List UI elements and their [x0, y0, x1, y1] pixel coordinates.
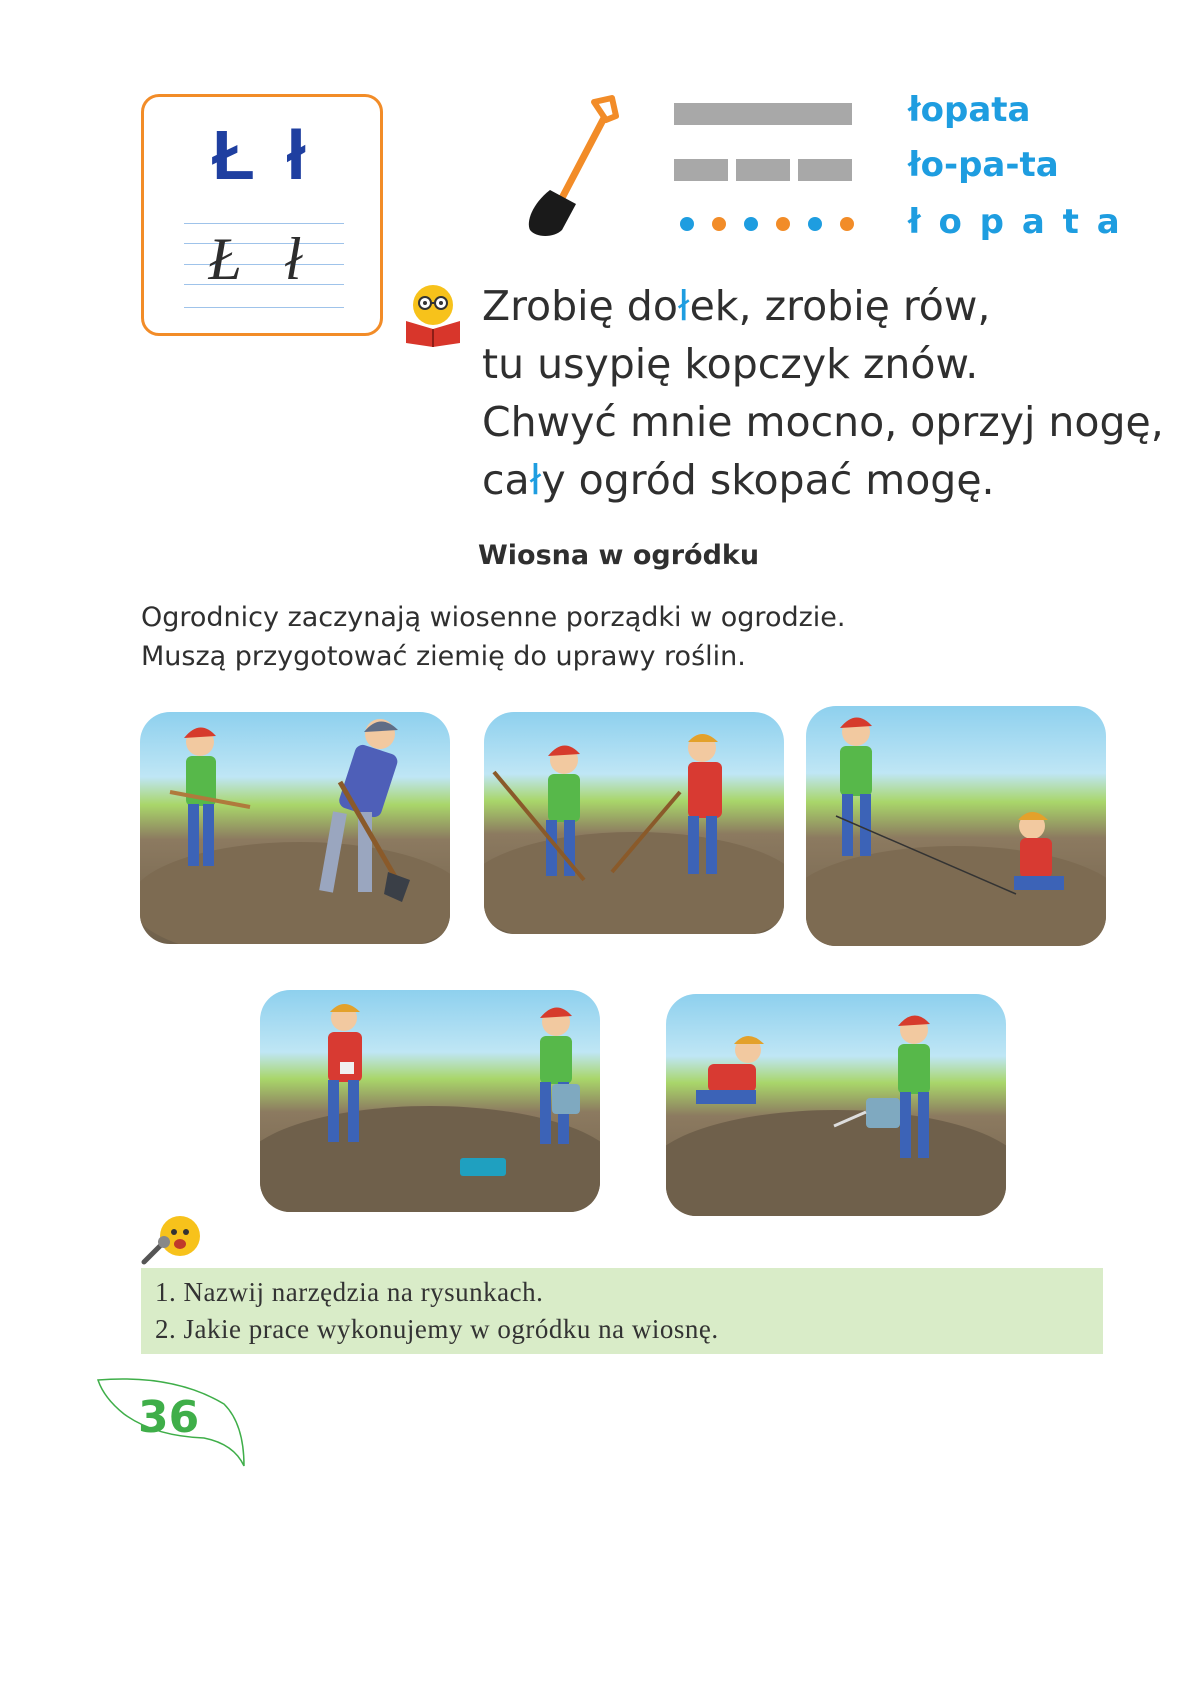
syllable-bar — [736, 159, 790, 181]
letter-dot — [840, 217, 854, 231]
intro-text — [141, 598, 845, 676]
poem-line-3: Chwyć mnie mocno, oprzyj nogę, — [482, 398, 1164, 446]
highlighted-letter: ł — [529, 456, 542, 504]
section-title: Wiosna w ogródku — [478, 540, 760, 571]
poem-text: ca — [482, 456, 530, 504]
highlighted-letter: ł — [677, 282, 690, 330]
boy-figure — [170, 727, 250, 866]
boy-figure — [840, 717, 872, 856]
letter-dot — [744, 217, 758, 231]
poem — [482, 277, 1164, 509]
raking-scene — [484, 712, 784, 934]
reading-smiley-icon — [400, 281, 466, 347]
writing-line — [184, 307, 344, 308]
poem-text: y ogród skopać mogę. — [541, 456, 995, 504]
poem-line-2: tu usypię kopczyk znów. — [482, 340, 979, 388]
page-number: 36 — [138, 1392, 200, 1443]
syllables-label: ło-pa-ta — [908, 145, 1059, 185]
letter-dot — [808, 217, 822, 231]
girl-figure — [696, 1036, 764, 1104]
questions-box — [141, 1268, 1103, 1354]
intro-line-1: Ogrodnicy zaczynają wiosenne porządki w ogrodzie. — [141, 602, 846, 633]
string-line-scene — [806, 706, 1106, 946]
poem-line-1 — [482, 277, 1164, 335]
intro-line-2: Muszą przygotować ziemię do uprawy roślin. — [141, 641, 746, 672]
letter-dot — [680, 217, 694, 231]
syllable-bar — [798, 159, 852, 181]
letters-label: ł o p a t a — [908, 202, 1123, 242]
print-letters: Ł ł — [212, 116, 312, 194]
writing-line — [184, 223, 344, 224]
boy-figure — [540, 1007, 580, 1144]
letter-dot — [776, 217, 790, 231]
microphone-smiley-icon — [138, 1212, 202, 1268]
letter-card — [141, 94, 383, 336]
poem-text: ek, zrobię rów, — [689, 282, 991, 330]
digging-scene — [140, 712, 450, 944]
script-letters: Ł ł — [208, 226, 316, 292]
poem-text: Zrobię do — [482, 282, 678, 330]
letter-dots — [680, 217, 860, 233]
planting-watering-scene — [666, 994, 1006, 1216]
syllable-bar — [674, 159, 728, 181]
sowing-seeds-scene — [260, 990, 600, 1212]
word-bar — [674, 103, 852, 125]
question-1: 1. Nazwij narzędzia na rysunkach. — [155, 1277, 544, 1307]
letter-dot — [712, 217, 726, 231]
girl-figure — [1014, 812, 1064, 890]
poem-line-4 — [482, 451, 1164, 509]
question-2: 2. Jakie prace wykonujemy w ogródku na wiosnę. — [155, 1314, 719, 1344]
man-figure — [319, 719, 410, 902]
word-label: łopata — [908, 90, 1031, 130]
shovel-icon — [516, 92, 626, 242]
seed-box — [460, 1158, 506, 1176]
